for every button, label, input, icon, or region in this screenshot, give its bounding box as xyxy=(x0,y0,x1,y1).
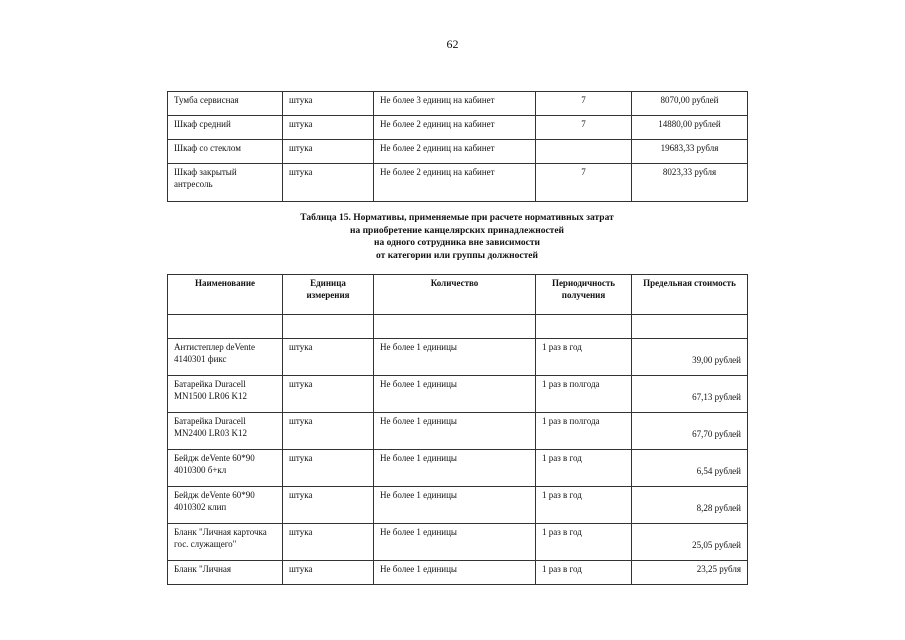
price-cell: 19683,33 рубля xyxy=(632,140,748,164)
unit-cell: штука xyxy=(283,376,374,413)
column-header-unit: Единица измерения xyxy=(283,275,374,315)
table-row xyxy=(168,524,748,561)
price-cell: 67,13 рублей xyxy=(632,376,748,413)
period-cell xyxy=(536,140,632,164)
item-name-cell: Шкаф средний xyxy=(168,116,283,140)
table-caption xyxy=(167,212,747,262)
quantity-cell: Не более 2 единиц на кабинет xyxy=(374,140,536,164)
quantity-cell: Не более 2 единиц на кабинет xyxy=(374,164,536,202)
unit-cell: штука xyxy=(283,561,374,585)
period-cell: 1 раз в год xyxy=(536,561,632,585)
price-cell: 8,28 рублей xyxy=(632,487,748,524)
unit-cell: штука xyxy=(283,116,374,140)
table-row xyxy=(168,487,748,524)
period-cell: 7 xyxy=(536,164,632,202)
item-name-cell: Батарейка Duracell MN2400 LR03 K12 xyxy=(168,413,283,450)
period-cell: 1 раз в полгода xyxy=(536,413,632,450)
item-name-cell: Шкаф закрытый антресоль xyxy=(168,164,283,202)
price-cell: 67,70 рублей xyxy=(632,413,748,450)
quantity-cell: Не более 1 единицы xyxy=(374,450,536,487)
item-name-cell: Тумба сервисная xyxy=(168,92,283,116)
item-name-cell: Шкаф со стеклом xyxy=(168,140,283,164)
column-header-price: Предельная стоимость xyxy=(632,275,748,315)
table-row xyxy=(168,561,748,585)
column-header-name: Наименование xyxy=(168,275,283,315)
price-cell: 14880,00 рублей xyxy=(632,116,748,140)
unit-cell: штука xyxy=(283,413,374,450)
table-row xyxy=(168,339,748,376)
period-cell: 1 раз в год xyxy=(536,487,632,524)
caption-line: на приобретение канцелярских принадлежностей xyxy=(349,225,565,236)
table-row xyxy=(168,376,748,413)
quantity-cell: Не более 2 единиц на кабинет xyxy=(374,116,536,140)
period-cell: 7 xyxy=(536,116,632,140)
furniture-norms-table xyxy=(167,91,748,202)
caption-line: на одного сотрудника вне зависимости xyxy=(374,238,540,248)
empty-cell xyxy=(632,315,748,339)
table-row xyxy=(168,116,748,140)
table-row xyxy=(168,92,748,116)
stationery-norms-table xyxy=(167,274,748,585)
table-row xyxy=(168,413,748,450)
price-cell: 39,00 рублей xyxy=(632,339,748,376)
quantity-cell: Не более 1 единицы xyxy=(374,561,536,585)
unit-cell: штука xyxy=(283,524,374,561)
empty-row xyxy=(168,315,748,339)
price-cell: 6,54 рублей xyxy=(632,450,748,487)
empty-cell xyxy=(374,315,536,339)
quantity-cell: Не более 1 единицы xyxy=(374,524,536,561)
item-name-cell: Бейдж deVente 60*90 4010300 б+кл xyxy=(168,450,283,487)
table-row xyxy=(168,140,748,164)
unit-cell: штука xyxy=(283,92,374,116)
table-row xyxy=(168,450,748,487)
column-header-period: Периодичность получения xyxy=(536,275,632,315)
unit-cell: штука xyxy=(283,339,374,376)
period-cell: 7 xyxy=(536,92,632,116)
unit-cell: штука xyxy=(283,140,374,164)
unit-cell: штука xyxy=(283,450,374,487)
empty-cell xyxy=(168,315,283,339)
quantity-cell: Не более 1 единицы xyxy=(374,339,536,376)
price-cell: 8070,00 рублей xyxy=(632,92,748,116)
price-cell: 8023,33 рубля xyxy=(632,164,748,202)
period-cell: 1 раз в год xyxy=(536,339,632,376)
caption-line: Таблица 15. Нормативы, применяемые при расчете нормативных затрат xyxy=(300,213,614,223)
unit-cell: штука xyxy=(283,487,374,524)
empty-cell xyxy=(283,315,374,339)
page-number: 62 xyxy=(446,37,459,51)
item-name-cell: Батарейка Duracell MN1500 LR06 K12 xyxy=(168,376,283,413)
quantity-cell: Не более 1 единицы xyxy=(374,413,536,450)
quantity-cell: Не более 3 единиц на кабинет xyxy=(374,92,536,116)
period-cell: 1 раз в год xyxy=(536,450,632,487)
item-name-cell: Бейдж deVente 60*90 4010302 клип xyxy=(168,487,283,524)
quantity-cell: Не более 1 единицы xyxy=(374,487,536,524)
table-row xyxy=(168,164,748,202)
period-cell: 1 раз в год xyxy=(536,524,632,561)
price-cell: 23,25 рубля xyxy=(632,561,748,585)
period-cell: 1 раз в полгода xyxy=(536,376,632,413)
quantity-cell: Не более 1 единицы xyxy=(374,376,536,413)
item-name-cell: Антистеплер deVente 4140301 фикс xyxy=(168,339,283,376)
table-header-row xyxy=(168,275,748,315)
unit-cell: штука xyxy=(283,164,374,202)
price-cell: 25,05 рублей xyxy=(632,524,748,561)
item-name-cell: Бланк "Личная карточка гос. служащего" xyxy=(168,524,283,561)
empty-cell xyxy=(536,315,632,339)
item-name-cell: Бланк "Личная xyxy=(168,561,283,585)
column-header-quantity: Количество xyxy=(374,275,536,315)
caption-line: от категории или группы должностей xyxy=(376,250,538,261)
